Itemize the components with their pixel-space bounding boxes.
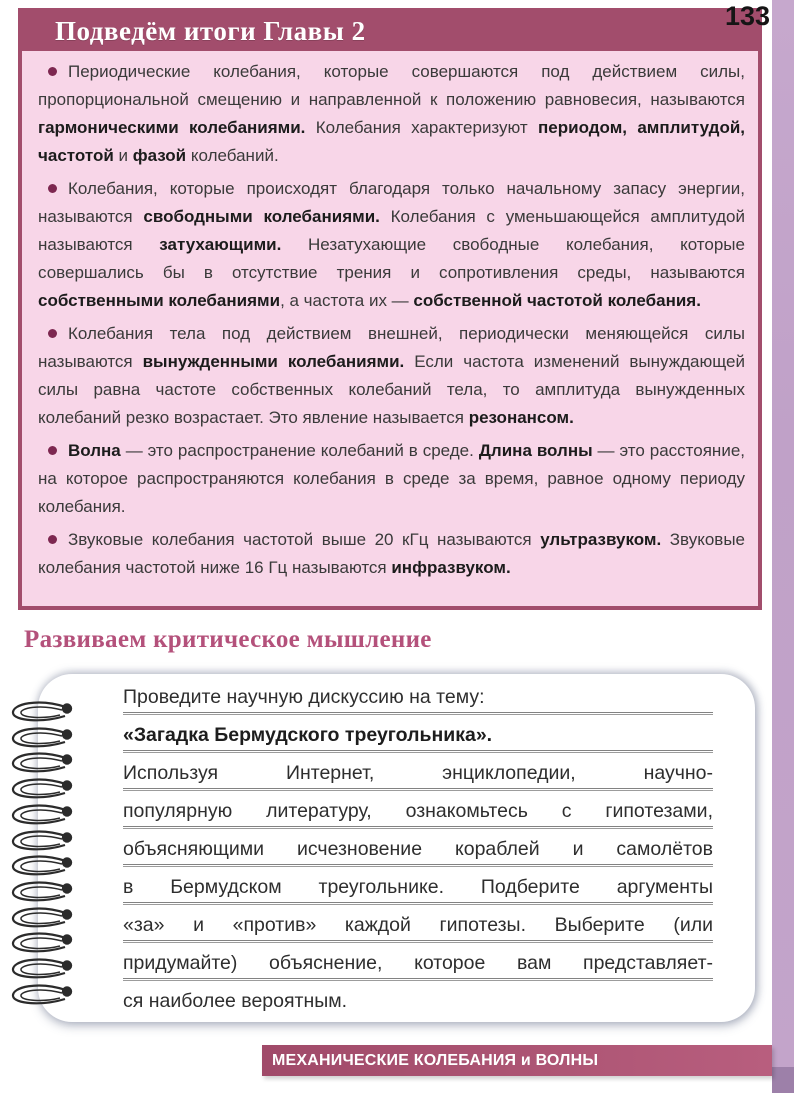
notebook-line xyxy=(123,867,713,905)
notebook-line xyxy=(123,943,713,981)
spiral-binding xyxy=(8,674,80,1022)
notebook-line-text: ся наиболее вероятным. xyxy=(123,989,348,1012)
summary-bullet-item: Периодические колебания, которые совершаются под действием силы, пропорциональной смещению и направленной к положению равновесия, называются гармоническими колебаниями. Колебания характеризуют периодом, амплитудой, частотой и фазой колебаний. xyxy=(38,62,746,165)
notebook-lines xyxy=(123,677,713,1019)
chapter-summary-box xyxy=(18,8,762,610)
spiral-ring-icon xyxy=(8,906,78,930)
spiral-ring-icon xyxy=(8,983,78,1007)
spiral-ring-icon xyxy=(8,777,78,801)
summary-bullet-item: Волна — это распространение колебаний в среде. Длина волны — это расстояние, на которое распространяются колебания в среде за время, равное одному периоду колебания. xyxy=(38,441,745,516)
footer-section-label: МЕХАНИЧЕСКИЕ КОЛЕБАНИЯ и ВОЛНЫ xyxy=(272,1051,599,1069)
notebook-line-text: придумайте) объяснение, которое вам представляет- xyxy=(123,951,713,974)
notebook-line-text: Используя Интернет, энциклопедии, научно- xyxy=(123,761,713,784)
page-number: 133 xyxy=(724,1,770,31)
spiral-ring-icon xyxy=(8,957,78,981)
notebook-line-text: «Загадка Бермудского треугольника». xyxy=(123,723,493,746)
notebook-line xyxy=(123,829,713,867)
spiral-ring-icon xyxy=(8,829,78,853)
notebook-line xyxy=(123,905,713,943)
spiral-ring-icon xyxy=(8,751,78,775)
notebook-line xyxy=(123,981,713,1019)
bullet-dot-icon xyxy=(48,446,57,455)
spiral-ring-icon xyxy=(8,931,78,955)
spiral-ring-icon xyxy=(8,726,78,750)
bullet-dot-icon xyxy=(48,184,57,193)
notebook-line-text: объясняющими исчезновение кораблей и самолётов xyxy=(123,837,713,860)
summary-title: Подведём итоги Главы 2 xyxy=(55,15,366,46)
notebook-line xyxy=(123,791,713,829)
spiral-ring-icon xyxy=(8,803,78,827)
notebook-line-text: Проведите научную дискуссию на тему: xyxy=(123,685,485,708)
notebook-line-text: популярную литературу, ознакомьтесь с гипотезами, xyxy=(123,799,713,822)
bullet-dot-icon xyxy=(48,535,57,544)
notebook-line xyxy=(123,677,713,715)
spiral-ring-icon xyxy=(8,880,78,904)
notebook-line-text: в Бермудском треугольнике. Подберите аргументы xyxy=(123,875,713,898)
notebook-line xyxy=(123,753,713,791)
critical-thinking-heading: Развиваем критическое мышление xyxy=(24,626,432,653)
notebook-panel xyxy=(38,674,755,1022)
footer-bar xyxy=(262,1045,772,1076)
page-corner-block xyxy=(772,1067,794,1093)
summary-bullet-item: Колебания тела под действием внешней, периодически меняющейся силы называются вынужденными колебаниями. Если частота изменений вынуждающей силы равна частоте собственных колебаний тела, то амплитуда вынужденных колебаний резко возрастает. Это явление называется резонансом. xyxy=(38,324,745,427)
bullet-dot-icon xyxy=(48,329,57,338)
page-edge-strip xyxy=(772,0,794,1093)
summary-banner xyxy=(21,11,759,51)
spiral-ring-icon xyxy=(8,854,78,878)
summary-bullet-item: Звуковые колебания частотой выше 20 кГц называются ультразвуком. Звуковые колебания частотой ниже 16 Гц называются инфразвуком. xyxy=(38,530,746,577)
bullet-dot-icon xyxy=(48,67,57,76)
summary-bullet-item: Колебания, которые происходят благодаря только начальному запасу энергии, называются свободными колебаниями. Колебания с уменьшающейся амплитудой называются затухающими. Незатухающие свободные колебания, которые совершались бы в отсутствие трения и сопротивления среды, называются собственными колебаниями, а частота их — собственной частотой колебания. xyxy=(38,179,745,310)
notebook-line xyxy=(123,715,713,753)
summary-bullet-list xyxy=(22,51,758,582)
notebook-line-text: «за» и «против» каждой гипотезы. Выберите (или xyxy=(123,913,713,936)
spiral-ring-icon xyxy=(8,700,78,724)
